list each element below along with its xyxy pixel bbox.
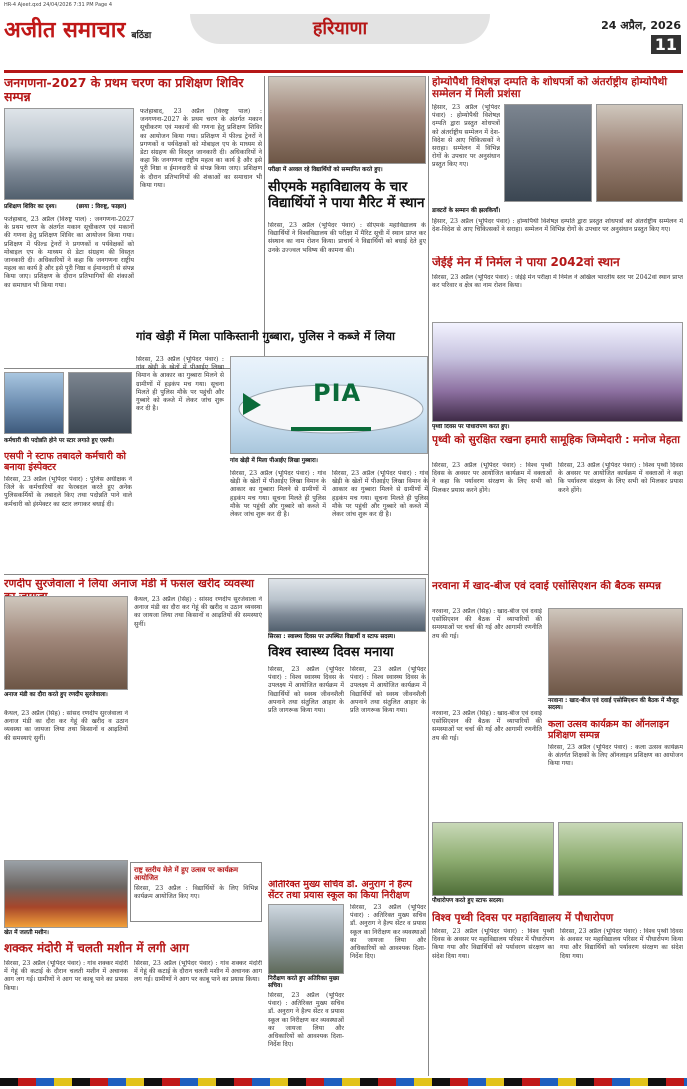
narwana-photo [548,608,683,696]
story-mandi [4,578,262,858]
headline: सीएमके महाविद्यालय के चार विद्यार्थियों ने पाया मैरिट में स्थान [268,179,425,211]
headline: होम्योपैथी विशेषज्ञ दम्पति के शोधपत्रों को अंतर्राष्ट्रीय होम्योपैथी सम्मेलन में मिली प्रशंसा [432,76,668,101]
story-body: सिरसा, 23 अप्रैल (भूपिंदर पंवार) : गांव खेड़ी के खेतों में पीआईए लिखा विमान के आकार का गुब्बारा मिलने से ग्रामीणों में हड़कंप मच गया। सूचना मिलते ही पुलिस मौके पर पहुंची और गुब्बारे को कब्जे में लेकर जांच शुरू कर दी है। [136,356,224,413]
story-body: सिरसा, 23 अप्रैल (भूपिंदर पंवार) : सीएमके महाविद्यालय के विद्यार्थियों ने विश्वविद्यालय की परीक्षा में मैरिट सूची में स्थान प्राप्त कर संस्थान का नाम रोशन किया। प्राचार्य ने विद्यार्थियों को बधाई देते हुए उनके उज्ज्वल भविष्य की कामना की। [268,222,426,254]
headline: जेईई मेन में निर्मल ने पाया 2042वां स्थान [432,256,620,269]
story-body-cont: सिरसा, 23 अप्रैल (भूपिंदर पंवार) : गांव खेड़ी के खेतों में पीआईए लिखा विमान के आकार का गुब्बारा मिलने से ग्रामीणों में हड़कंप मच गया। सूचना मिलते ही पुलिस मौके पर पहुंची और गुब्बारे को कब्जे में लेकर जांच शुरू कर दी है। [230,470,326,519]
story-graduation [268,76,426,366]
logo-title: अजीत समाचार [4,17,126,43]
doctor-photo-2 [596,104,683,202]
story-body-cont: सिरसा, 23 अप्रैल (भूपिंदर पंवार) : विश्व पृथ्वी दिवस के अवसर पर आयोजित कार्यक्रम में वक्ताओं ने कहा कि पर्यावरण संरक्षण के लिए सभी को मिलकर प्रयास करने होंगे। [558,462,683,494]
column-rule [264,76,265,366]
story-body: सिरसा, 23 अप्रैल (भूपिंदर पंवार) : विश्व पृथ्वी दिवस के अवसर पर आयोजित कार्यक्रम में वक्ताओं ने कहा कि पर्यावरण संरक्षण के लिए सभी को मिलकर प्रयास करने होंगे। [432,462,552,494]
workshop-body: सिरसा, 23 अप्रैल (भूपिंदर पंवार) : कला उत्सव कार्यक्रम के अंतर्गत शिक्षकों के लिए ऑनलाइन प्रशिक्षण का आयोजन किया गया। [548,744,683,768]
page-number: 11 [651,35,681,54]
story-body: सिरसा, 23 अप्रैल (भूपिंदर पंवार) : विश्व स्वास्थ्य दिवस के उपलक्ष्य में आयोजित कार्यक्रम में विद्यार्थियों को स्वस्थ जीवनशैली अपनाने तथा संतुलित आहार के प्रति जागरूक किया गया। [268,666,344,715]
sp-photo-1 [4,372,64,434]
newspaper-logo [4,16,151,44]
date-block [601,18,681,54]
secretary-photo [268,904,344,974]
story-census [4,76,262,366]
headline: विश्व स्वास्थ्य दिवस मनाया [268,645,394,660]
photo-caption: अनाज मंडी का दौरा करते हुए रणदीप सुरजेवाला। [4,692,108,698]
section-title: हरियाणा [190,14,490,44]
print-info-bar: HR-4 Ajeet.qxd 24/04/2026 7:31 PM Page 4 [4,2,113,8]
balloon-photo [230,356,428,454]
story-conference [432,76,683,254]
notice-box [130,862,262,922]
story-balloon [136,330,428,572]
story-body: कैथल, 23 अप्रैल (सिंह) : सांसद रणदीप सुरजेवाला ने अनाज मंडी का दौरा कर गेहूं की खरीद व उठान व्यवस्था का जायजा लिया तथा किसानों व आढ़तियों की समस्याएं सुनीं। [4,710,128,742]
health-photo [268,578,426,632]
masthead-rule [4,70,683,73]
photo-caption: प्रशिक्षण शिविर का दृश्य। [4,204,57,210]
photo-caption: सिरसा : स्वास्थ्य दिवस पर उपस्थित विद्यार्थी व स्टाफ सदस्य। [268,634,396,640]
story-body: सिरसा, 23 अप्रैल (भूपिंदर पंवार) : गांव शक्कर मंदोरी में गेहूं की कटाई के दौरान चलती मशीन में अचानक आग लग गई। ग्रामीणों ने आग पर काबू पाने का प्रयास किया। [4,960,128,992]
headline: नरवाना में खाद-बीज एवं दवाई एसोसिएशन की बैठक सम्पन्न [432,580,661,592]
photo-caption: निरीक्षण करते हुए अतिरिक्त मुख्य सचिव। [268,976,340,989]
photo-caption: डाक्टरों के सम्मान की झलकियाँ। [432,208,501,214]
story-body: हिसार, 23 अप्रैल (भूपिंदर पंवार) : होम्योपैथी विशेषज्ञ दम्पति द्वारा प्रस्तुत शोधपत्रों को अंतर्राष्ट्रीय सम्मेलन में देश-विदेश से आए चिकित्सकों ने सराहा। सम्मेलन में विभिन्न रोगों के उपचार पर अनुसंधान प्रस्तुत किए गए। [432,104,500,169]
photo-caption: पृथ्वी दिवस पर पौधारोपण करते हुए। [432,424,510,430]
photo-caption: परीक्षा में अव्वल रहे विद्यार्थियों को सम्मानित करते हुए। [268,167,383,173]
story-body-cont: सिरसा, 23 अप्रैल (भूपिंदर पंवार) : गांव शक्कर मंदोरी में गेहूं की कटाई के दौरान चलती मशीन में अचानक आग लग गई। ग्रामीणों ने आग पर काबू पाने का प्रयास किया। [134,960,262,984]
registration-color-bar [0,1078,687,1086]
photo-caption: नरवाना : खाद-बीज एवं दवाई एसोसिएशन की बैठक में मौजूद सदस्य। [548,698,679,711]
story-body: सिरसा, 23 अप्रैल (भूपिंदर पंवार) : अतिरिक्त मुख्य सचिव डॉ. अनुराग ने हैल्प सेंटर व प्रयास स्कूल का निरीक्षण कर व्यवस्थाओं का जायजा लिया और अधिकारियों को आवश्यक दिशा-निर्देश दिए। [268,992,344,1049]
column-rule [428,76,429,1076]
story-body-cont: कैथल, 23 अप्रैल (सिंह) : सांसद रणदीप सुरजेवाला ने अनाज मंडी का दौरा कर गेहूं की खरीद व उठान व्यवस्था का जायजा लिया तथा किसानों व आढ़तियों की समस्याएं सुनीं। [134,596,262,628]
sp-photo-2 [68,372,132,434]
pia-logo-text: PIA [313,379,362,407]
headline: जनगणना-2027 के प्रथम चरण का प्रशिक्षण शिविर सम्पन्न [4,76,244,105]
photo-caption: पौधारोपण करते हुए स्टाफ सदस्य। [432,898,504,904]
headline: शक्कर मंदोरी में चलती मशीन में लगी आग [4,941,189,955]
story-earth [432,424,683,524]
story-body-cont-2: सिरसा, 23 अप्रैल (भूपिंदर पंवार) : गांव खेड़ी के खेतों में पीआईए लिखा विमान के आकार का गुब्बारा मिलने से ग्रामीणों में हड़कंप मच गया। सूचना मिलते ही पुलिस मौके पर पहुंची और गुब्बारे को कब्जे में लेकर जांच शुरू कर दी है। [332,470,428,519]
headline: एसपी ने स्टाफ तबादले कर्मचारी को बनाया इंस्पेक्टर [4,451,126,473]
edition-city: बठिंडा [131,31,152,41]
story-jee [432,256,683,320]
photo-caption: गांव खेड़ी में मिला पीआईए लिखा गुब्बारा। [230,458,318,464]
photo-caption: कर्मचारी की पदोन्नति होने पर स्टार लगाते हुए एसपी। [4,438,114,444]
planting-photo-2 [558,822,683,896]
fire-photo [4,860,128,928]
headline: विश्व पृथ्वी दिवस पर महाविद्यालय में पौधारोपण [432,912,614,924]
issue-date: 24 अप्रैल, 2026 [601,19,681,32]
story-body-cont: सिरसा, 23 अप्रैल (भूपिंदर पंवार) : विश्व पृथ्वी दिवस के अवसर पर महाविद्यालय परिसर में पौधारोपण किया गया और विद्यार्थियों को पर्यावरण संरक्षण का संदेश दिया गया। [560,928,683,960]
earth-day-stage-photo [432,322,683,422]
story-body: सिरसा, 23 अप्रैल (भूपिंदर पंवार) : पुलिस अधीक्षक ने जिले के कर्मचारियों का फेरबदल करते हुए अनेक पुलिसकर्मियों के तबादले किए तथा पदोन्नति पाने वाले कर्मचारी को इंस्पेक्टर का स्टार लगाकर बधाई दी। [4,476,132,508]
workshop-headline: कला उत्सव कार्यक्रम का ऑनलाइन प्रशिक्षण सम्पन्न [548,719,669,741]
story-body: सिरसा, 23 अप्रैल (भूपिंदर पंवार) : जेईई मेन परीक्षा में निर्मल ने अखिल भारतीय स्तर पर 2042वां स्थान प्राप्त कर परिवार व क्षेत्र का नाम रोशन किया। [432,274,683,290]
story-body-cont: फतेहाबाद, 23 अप्रैल (विरुष्ट्र पाल) : जनगणना-2027 के प्रथम चरण के अंतर्गत मकान सूचीकरण एवं मकानों की गणना हेतु प्रशिक्षण शिविर का आयोजन किया गया। प्रशिक्षण में फील्ड ट्रेनरों ने प्रगणकों व पर्यवेक्षकों को मोबाइल एप के माध्यम से डेटा संग्रहण की विस्तृत जानकारी दी। अधिकारियों ने कहा कि जनगणना राष्ट्रीय महत्व का कार्य है और इसे पूरी निष्ठा व ईमानदारी से संपन्न किया जाए। प्रशिक्षण के दौरान प्रतिभागियों की शंकाओं का समाधान भी किया गया। [140,108,262,189]
story-body: फतेहाबाद, 23 अप्रैल (विरुष्ट्र पाल) : जनगणना-2027 के प्रथम चरण के अंतर्गत मकान सूचीकरण एवं मकानों की गणना हेतु प्रशिक्षण शिविर का आयोजन किया गया। प्रशिक्षण में फील्ड ट्रेनरों ने प्रगणकों व पर्यवेक्षकों को मोबाइल एप के माध्यम से डेटा संग्रहण की विस्तृत जानकारी दी। अधिकारियों ने कहा कि जनगणना राष्ट्रीय महत्व का कार्य है और इसे पूरी निष्ठा व ईमानदारी से संपन्न किया जाए। प्रशिक्षण के दौरान प्रतिभागियों की शंकाओं का समाधान भी किया गया। [4,216,134,289]
story-health [268,578,426,878]
story-body-cont: सिरसा, 23 अप्रैल (भूपिंदर पंवार) : विश्व स्वास्थ्य दिवस के उपलक्ष्य में आयोजित कार्यक्रम में विद्यार्थियों को स्वस्थ जीवनशैली अपनाने तथा संतुलित आहार के प्रति जागरूक किया गया। [350,666,426,715]
headline: पृथ्वी को सुरक्षित रखना हमारी सामूहिक जिम्मेदारी : मनोज मेहता [432,434,680,446]
story-planting [432,822,683,1076]
story-narwana [432,580,683,820]
masthead [0,12,687,68]
story-body-cont: सिरसा, 23 अप्रैल (भूपिंदर पंवार) : अतिरिक्त मुख्य सचिव डॉ. अनुराग ने हैल्प सेंटर व प्रयास स्कूल का निरीक्षण कर व्यवस्थाओं का जायजा लिया और अधिकारियों को आवश्यक दिशा-निर्देश दिए। [350,904,426,961]
story-body: नरवाना, 23 अप्रैल (सिंह) : खाद-बीज एवं दवाई एसोसिएशन की बैठक में व्यापारियों की समस्याओं पर चर्चा की गई और आगामी रणनीति तय की गई। [432,608,542,640]
headline: अतिरिक्त मुख्य सचिव डॉ. अनुराग ने हैल्प सेंटर तथा प्रयास स्कूल का किया निरीक्षण [268,880,412,901]
headline: रणदीप सुरजेवाला ने लिया अनाज मंडी में फसल खरीद व्यवस्था [4,578,255,590]
row-rule [4,574,428,575]
photo-caption: खेत में जलती मशीन। [4,930,49,936]
story-body: सिरसा, 23 अप्रैल (भूपिंदर पंवार) : विश्व पृथ्वी दिवस के अवसर पर महाविद्यालय परिसर में पौधारोपण किया गया और विद्यार्थियों को पर्यावरण संरक्षण का संदेश दिया गया। [432,928,554,960]
story-sp [4,372,132,572]
notice-headline: राष्ट्र स्तरीय मेले में हुए उत्सव पर कार्यक्रम आयोजित [134,866,239,883]
story-secretary [268,880,426,1076]
photo-credit: (छाया : विरुष्ट्र, फाइल) [76,204,127,210]
notice-body: सिरसा, 23 अप्रैल : विद्यार्थियों के लिए विभिन्न कार्यक्रम आयोजित किए गए। [134,885,258,901]
doctor-photo-1 [504,104,592,202]
graduation-photo [268,76,426,164]
mandi-photo [4,596,128,690]
planting-photo-1 [432,822,554,896]
headline: गांव खेड़ी में मिला पाकिस्तानी गुब्बारा, पुलिस ने कब्जे में लिया [136,330,395,343]
story-body-cont: नरवाना, 23 अप्रैल (सिंह) : खाद-बीज एवं दवाई एसोसिएशन की बैठक में व्यापारियों की समस्याओं पर चर्चा की गई और आगामी रणनीति तय की गई। [432,710,542,742]
census-photo [4,108,134,200]
story-body-cont: हिसार, 23 अप्रैल (भूपिंदर पंवार) : होम्योपैथी विशेषज्ञ दम्पति द्वारा प्रस्तुत शोधपत्रों को अंतर्राष्ट्रीय सम्मेलन में देश-विदेश से आए चिकित्सकों ने सराहा। सम्मेलन में विभिन्न रोगों के उपचार पर अनुसंधान प्रस्तुत किए गए। [432,218,683,234]
